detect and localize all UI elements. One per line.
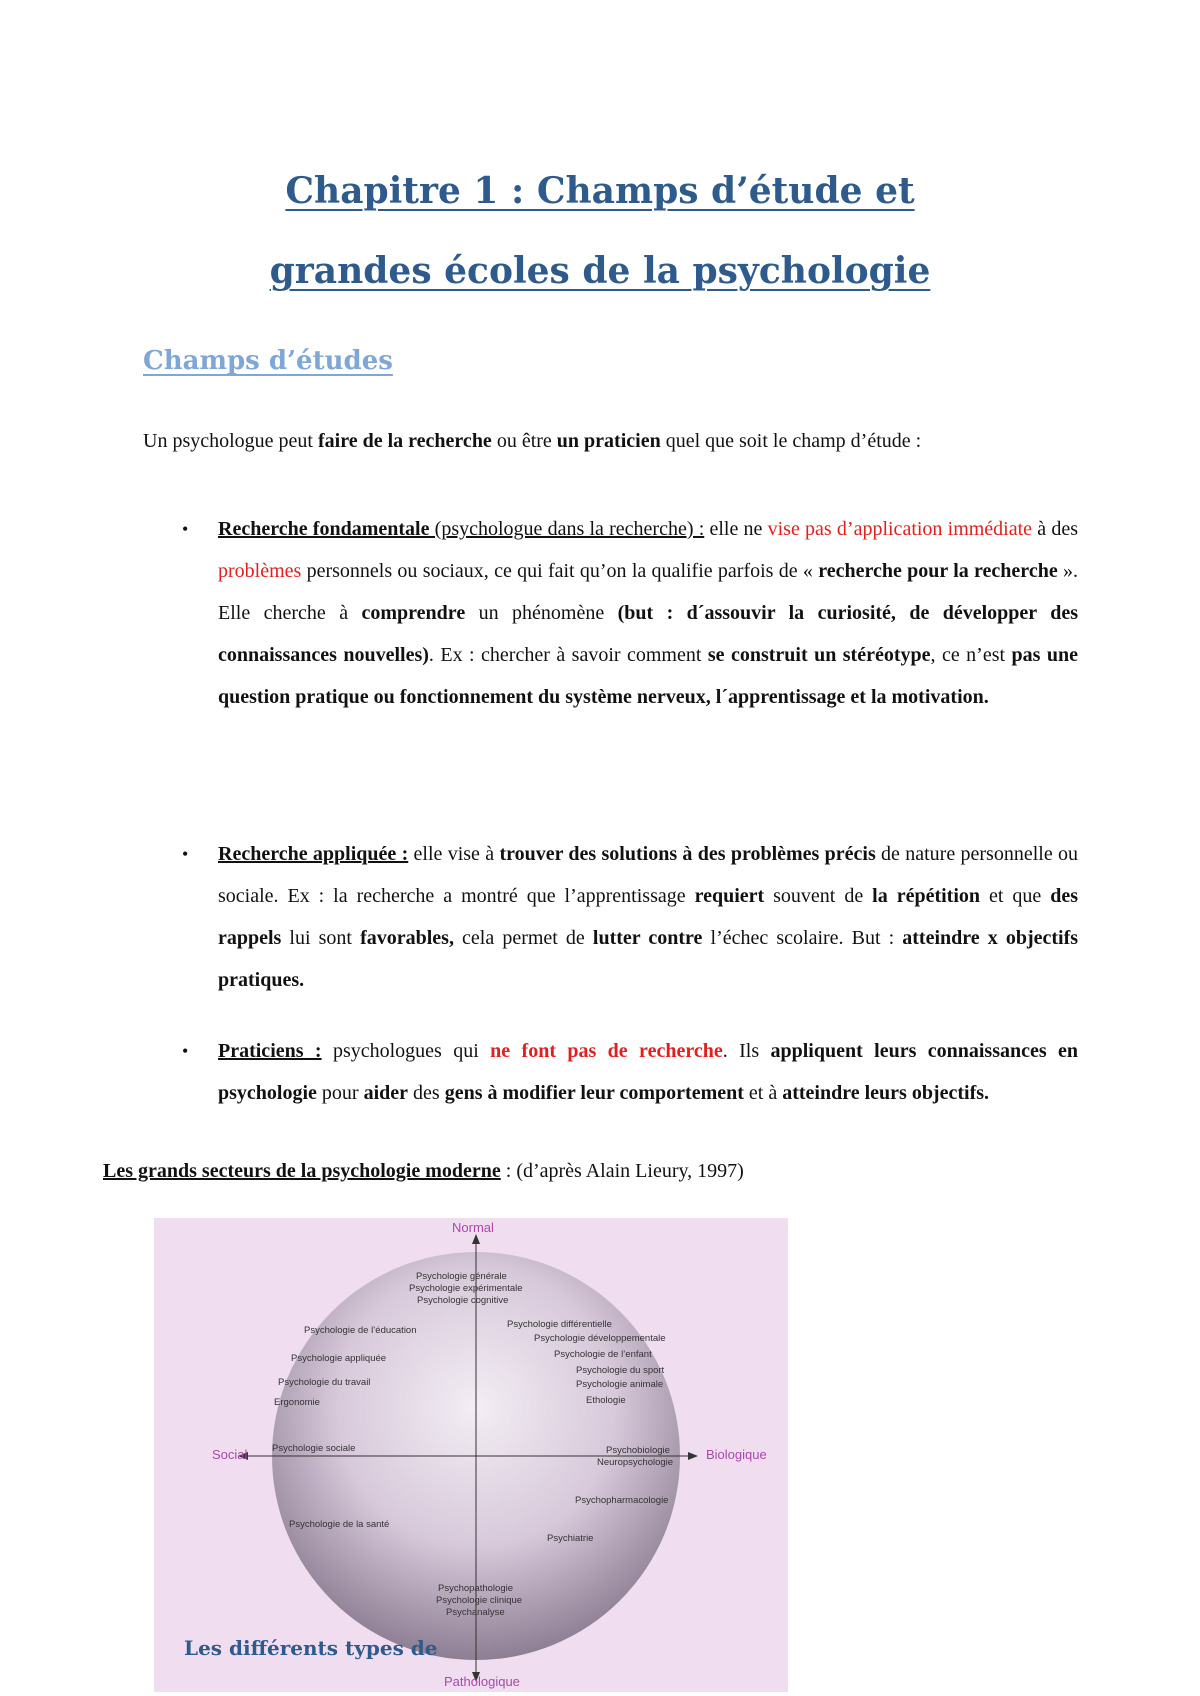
label-psychopathologie: Psychopathologie [438, 1583, 513, 1594]
item-text: de nature personnelle ou sociale. Ex : la recherche a montré que l’apprentissage [218, 843, 1079, 907]
label-ethologie: Ethologie [586, 1395, 626, 1406]
highlight-red: vise pas d’application immédiate [767, 518, 1033, 540]
sectors-caption [103, 1160, 744, 1183]
item-text: l’échec scolaire. But : [702, 927, 903, 949]
item-bold: des rappels [218, 885, 1079, 949]
label-psychologie-differentielle: Psychologie différentielle [507, 1319, 612, 1330]
chapter-title-line-1: Chapitre 1 : Champs d’étude et [285, 170, 915, 212]
item-text: souvent de [764, 885, 873, 907]
psychology-sectors-diagram [154, 1218, 788, 1692]
item-text: lui sont [281, 927, 361, 949]
bullet-icon: • [182, 519, 189, 539]
item-bold: appliquent leurs connaissances en psychologie [218, 1040, 1079, 1104]
label-psychologie-cognitive: Psychologie cognitive [417, 1295, 509, 1306]
item-text: des [408, 1082, 445, 1104]
label-psychologie-generale: Psychologie générale [416, 1271, 507, 1282]
chapter-title-line-2: grandes écoles de la psychologie [269, 250, 931, 292]
item-bold: atteindre leurs objectifs. [782, 1082, 990, 1104]
axis-label-top: Normal [452, 1220, 494, 1235]
item-bold: aider [363, 1082, 409, 1104]
intro-bold-practitioner: un praticien [556, 430, 661, 452]
label-psychopharmacologie: Psychopharmacologie [575, 1495, 669, 1506]
label-neuropsychologie: Neuropsychologie [597, 1457, 674, 1468]
item-text: un phénomène [465, 602, 618, 624]
arrow-up-icon [472, 1234, 480, 1244]
item-text: . Ils [722, 1040, 771, 1062]
arrow-right-icon [688, 1452, 698, 1460]
highlight-red: ne font pas de recherche [490, 1040, 723, 1062]
intro-text: ou être [491, 430, 557, 452]
item-text: psychologues qui [321, 1040, 491, 1062]
axis-label-right: Biologique [706, 1447, 767, 1462]
list-item-practitioners [182, 1030, 1079, 1114]
item-text: . Ex : chercher à savoir comment [428, 644, 708, 666]
item-text: , ce n’est [930, 644, 1012, 666]
item-text: personnels ou sociaux, ce qui fait qu’on la qualifie parfois de « [301, 560, 819, 582]
item-heading: Praticiens : [218, 1040, 322, 1062]
label-psychologie-experimentale: Psychologie expérimentale [409, 1283, 523, 1294]
intro-text: quel que soit le champ d’étude : [660, 430, 922, 452]
item-bold: recherche pour la recherche [818, 560, 1058, 582]
label-psychologie-animale: Psychologie animale [576, 1379, 664, 1390]
intro-bold-research: faire de la recherche [317, 430, 492, 452]
item-bold: se construit un stéréotype [707, 644, 931, 666]
label-psychologie-appliquee: Psychologie appliquée [291, 1353, 387, 1364]
item-bold: favorables, [360, 927, 454, 949]
item-bold: (but : d´assouvir la curiosité, de développer des connaissances nouvelles) [218, 602, 1078, 666]
label-psychologie-developpementale: Psychologie développementale [534, 1333, 666, 1344]
overlapping-heading-text: Les différents types de [184, 1636, 438, 1660]
list-item-applied-research [182, 833, 1079, 1001]
item-text: et à [743, 1082, 783, 1104]
list-item-fundamental-research [182, 508, 1078, 718]
item-bold: gens à modifier leur comportement [444, 1082, 744, 1104]
label-psychologie-sante: Psychologie de la santé [289, 1519, 390, 1530]
item-bold: atteindre x objectifs pratiques. [218, 927, 1079, 991]
item-text: elle vise à [408, 843, 500, 865]
item-text: ». Elle cherche à [218, 560, 1078, 624]
label-psychanalyse: Psychanalyse [446, 1607, 505, 1618]
item-bold: la répétition [872, 885, 981, 907]
item-bold: trouver des solutions à des problèmes précis [499, 843, 876, 865]
label-psychologie-sport: Psychologie du sport [576, 1365, 665, 1376]
label-psychiatrie: Psychiatrie [547, 1533, 594, 1544]
item-text: pour [316, 1082, 364, 1104]
bullet-icon: • [182, 844, 189, 864]
label-psychologie-sociale: Psychologie sociale [272, 1443, 356, 1454]
item-heading: Recherche appliquée : [218, 843, 409, 865]
label-ergonomie: Ergonomie [274, 1397, 320, 1408]
label-psychologie-enfant: Psychologie de l’enfant [554, 1349, 652, 1360]
item-text: elle ne [704, 518, 768, 540]
item-bold: requiert [694, 885, 765, 907]
sectors-source: : (d’après Alain Lieury, 1997) [500, 1160, 744, 1182]
label-psychologie-clinique: Psychologie clinique [436, 1595, 523, 1606]
item-heading-note: (psychologue dans la recherche) : [429, 518, 705, 540]
intro-text: Un psychologue peut [143, 430, 318, 452]
item-bold: pas une question pratique ou fonctionnement du système nerveux, l´apprentissage et la motivation. [218, 644, 1078, 708]
item-heading: Recherche fondamentale [218, 518, 430, 540]
item-bold: comprendre [361, 602, 466, 624]
item-bold: lutter contre [592, 927, 703, 949]
item-text: et que [980, 885, 1051, 907]
label-psychologie-education: Psychologie de l’éducation [304, 1325, 417, 1336]
item-text: cela permet de [453, 927, 593, 949]
label-psychologie-travail: Psychologie du travail [278, 1377, 371, 1388]
sectors-heading: Les grands secteurs de la psychologie moderne [103, 1160, 501, 1182]
axis-label-bottom: Pathologique [444, 1674, 520, 1689]
item-text: à des [1032, 518, 1078, 540]
section-heading: Champs d’études [143, 346, 393, 376]
label-psychobiologie: Psychobiologie [606, 1445, 670, 1456]
axis-label-left: Social [212, 1447, 248, 1462]
intro-paragraph [143, 428, 1023, 454]
highlight-red: problèmes [218, 560, 302, 582]
bullet-icon: • [182, 1041, 189, 1061]
